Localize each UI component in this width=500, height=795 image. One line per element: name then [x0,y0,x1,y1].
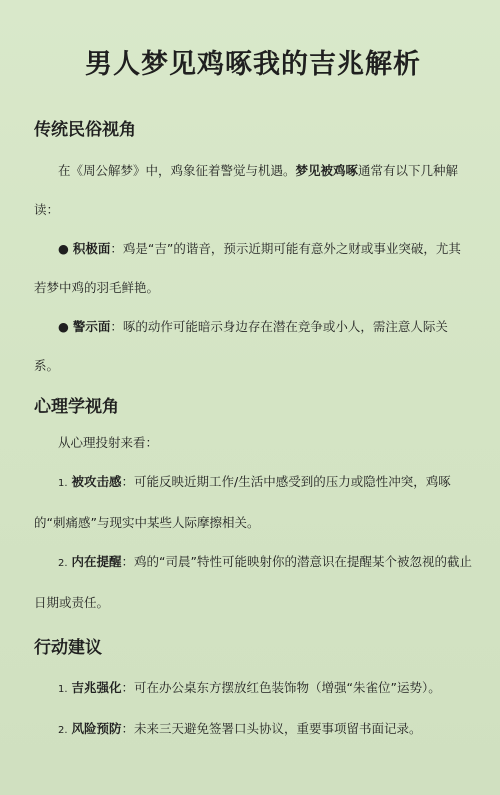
folk-intro-tail: 通常有以下几种解读： [34,163,459,217]
list-number: 2. [58,558,68,569]
folk-intro [34,151,472,229]
psych-item-1-text: ：可能反映近期工作/生活中感受到的压力或隐性冲突，鸡啄的“刺痛感”与现实中某些人际摩擦相关。 [34,474,451,530]
action-item-2 [34,709,472,750]
folk-item-positive-text: ：鸡是“吉”的谐音，预示近期可能有意外之财或事业突破，尤其若梦中鸡的羽毛鲜艳。 [34,241,461,295]
psych-item-2-text: ：鸡的“司晨”特性可能映射你的潜意识在提醒某个被忽视的截止日期或责任。 [34,554,472,610]
folk-intro-text: 在《周公解梦》中，鸡象征着警觉与机遇。 [58,163,296,178]
action-item-2-label: 风险预防 [71,721,122,736]
psych-item-2-label: 内在提醒 [71,554,122,569]
folk-item-warning-text: ：啄的动作可能暗示身边存在潜在竞争或小人，需注意人际关系。 [34,319,448,373]
folk-intro-highlight: 梦见被鸡啄 [295,163,359,178]
action-item-1 [34,668,472,709]
list-number: 1. [58,478,68,489]
folk-item-warning [34,307,472,385]
section-heading-psych: 心理学视角 [34,397,119,417]
bullet-icon: ● [58,319,69,334]
psych-item-1 [34,462,472,542]
action-item-2-text: ：未来三天避免签署口头协议，重要事项留书面记录。 [121,721,422,736]
psych-item-2 [34,542,472,622]
folk-item-warning-label: 警示面 [72,319,111,334]
psych-item-1-label: 被攻击感 [71,474,122,489]
list-number: 2. [58,725,68,736]
psych-intro: 从心理投射来看： [58,435,159,450]
action-item-1-label: 吉兆强化 [71,680,122,695]
folk-item-positive-label: 积极面 [72,241,111,256]
bullet-icon: ● [58,241,69,256]
folk-item-positive [34,229,472,307]
action-item-1-text: ：可在办公桌东方摆放红色装饰物（增强“朱雀位”运势）。 [121,680,441,695]
section-heading-folk: 传统民俗视角 [34,120,136,140]
page-title: 男人梦见鸡啄我的吉兆解析 [85,49,421,80]
section-heading-action: 行动建议 [34,638,102,658]
list-number: 1. [58,684,68,695]
